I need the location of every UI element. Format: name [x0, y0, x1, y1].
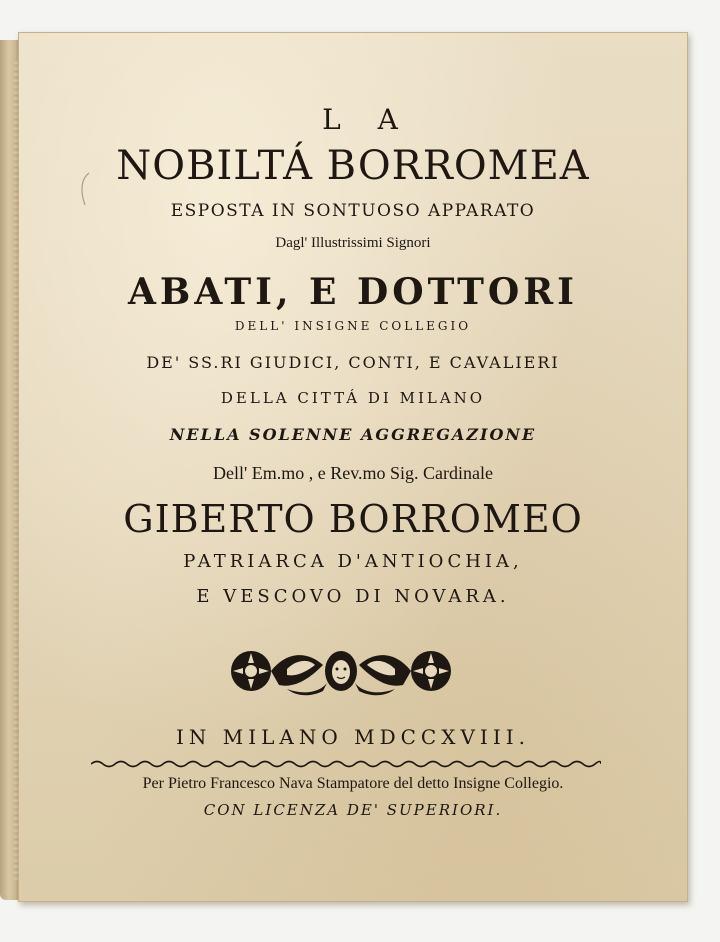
abati-line: ABATI, E DOTTORI [128, 271, 578, 313]
dedicatee-name: GIBERTO BORROMEO [123, 497, 583, 541]
printer-line: Per Pietro Francesco Nava Stampatore del detto Insigne Collegio. [142, 775, 564, 792]
giudici-line: DE' SS.RI GIUDICI, CONTI, E CAVALIERI [146, 353, 560, 372]
title-article: L A [322, 103, 412, 136]
subtitle: ESPOSTA IN SONTUOSO APPARATO [170, 201, 536, 221]
place-date-line: IN MILANO MDCCXVIII. [176, 725, 530, 749]
collegio-line: DELL' INSIGNE COLLEGIO [234, 319, 472, 333]
vescovo-line: E VESCOVO DI NOVARA. [196, 586, 510, 607]
cardinale-line: Dell' Em.mo , e Rev.mo Sig. Cardinale [212, 463, 494, 483]
citta-line: DELLA CITTÁ DI MILANO [220, 389, 486, 407]
floral-headpiece-icon [227, 645, 455, 697]
main-title: NOBILTÁ BORROMEA [116, 143, 590, 189]
aggregazione-line: NELLA SOLENNE AGGREGAZIONE [169, 425, 537, 444]
by-line: Dagl' Illustrissimi Signori [275, 235, 431, 251]
decorative-rule [91, 759, 601, 769]
patriarca-line: PATRIARCA D'ANTIOCHIA, [183, 551, 523, 572]
licenza-line: CON LICENZA DE' SUPERIORI. [203, 801, 503, 819]
title-page [18, 32, 688, 902]
